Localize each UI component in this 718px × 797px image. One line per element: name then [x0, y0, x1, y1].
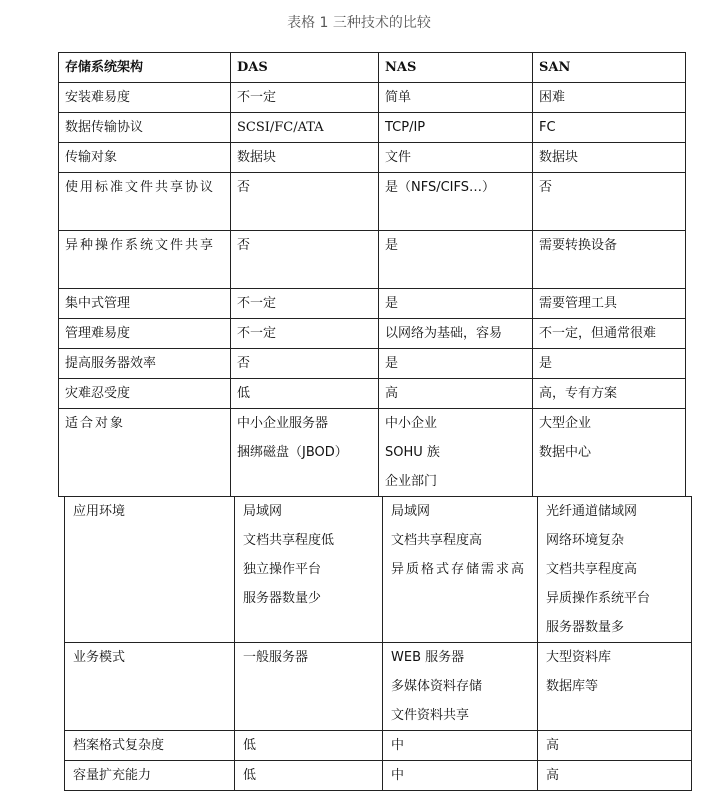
table-cell	[235, 497, 383, 643]
cell-text: 数据块	[539, 150, 579, 165]
table-cell	[533, 349, 686, 379]
table-row	[59, 173, 686, 231]
cell-text: 简单	[385, 90, 412, 105]
cell-text: 大型资料库	[546, 650, 612, 665]
row-label	[59, 143, 231, 173]
cell-text: 困难	[539, 90, 566, 105]
cell-text: 档案格式复杂度	[73, 738, 165, 753]
table-row	[59, 231, 686, 289]
table-cell	[533, 113, 686, 143]
table-cell	[379, 143, 533, 173]
table-cell	[533, 379, 686, 409]
table-cell	[383, 643, 538, 731]
cell-text: 文件	[385, 150, 412, 165]
table-cell	[379, 409, 533, 497]
cell-text: 异质操作系统平台	[546, 591, 651, 606]
cell-text: 业务模式	[73, 650, 126, 665]
cell-text: 服务器数量多	[546, 620, 625, 635]
cell-text: 需要管理工具	[539, 296, 618, 311]
table-cell	[235, 731, 383, 761]
cell-text: 灾难忍受度	[65, 386, 131, 401]
cell-text: 否	[237, 356, 251, 371]
cell-text: 集中式管理	[65, 296, 131, 311]
cell-text: SOHU 族	[385, 445, 440, 460]
table-row	[59, 349, 686, 379]
table-cell	[231, 83, 379, 113]
cell-text: 独立操作平台	[243, 562, 322, 577]
cell-text: 高	[546, 738, 560, 753]
table-row	[59, 409, 686, 497]
cell-text: 低	[243, 738, 257, 753]
table-cell	[533, 173, 686, 231]
table-cell	[235, 643, 383, 731]
cell-text: 文件资料共享	[391, 708, 470, 723]
table-cell	[383, 497, 538, 643]
cell-text: 中小企业服务器	[237, 416, 329, 431]
table-cell	[231, 113, 379, 143]
cell-text: 光纤通道储域网	[546, 504, 638, 519]
table-row	[59, 379, 686, 409]
table-cell	[533, 83, 686, 113]
table-cell	[383, 761, 538, 791]
row-label	[65, 643, 235, 731]
table-cell	[231, 173, 379, 231]
row-label	[59, 379, 231, 409]
cell-text: 局域网	[243, 504, 283, 519]
cell-text: 是	[539, 356, 553, 371]
cell-text: FC	[539, 120, 556, 135]
cell-text: 是	[385, 296, 399, 311]
table-cell	[231, 409, 379, 497]
table-row	[65, 731, 692, 761]
row-label	[59, 173, 231, 231]
table-cell	[231, 289, 379, 319]
header-cell	[59, 53, 231, 83]
table-cell	[533, 289, 686, 319]
table-cell	[235, 761, 383, 791]
cell-text: 服务器数量少	[243, 591, 322, 606]
cell-text: 适合对象	[65, 416, 126, 431]
row-label	[65, 731, 235, 761]
table-cell	[533, 409, 686, 497]
cell-text: 管理难易度	[65, 326, 131, 341]
table-cell	[379, 319, 533, 349]
cell-text: SCSI/FC/ATA	[237, 120, 324, 135]
cell-text: 中小企业	[385, 416, 438, 431]
cell-text: 捆绑磁盘（JBOD）	[237, 445, 348, 460]
table-cell	[379, 349, 533, 379]
table-cell	[533, 231, 686, 289]
cell-text: 中	[391, 738, 405, 753]
table-cell	[383, 731, 538, 761]
cell-text: 否	[539, 180, 553, 195]
cell-text: 企业部门	[385, 474, 438, 489]
table-row	[59, 83, 686, 113]
table-cell	[231, 143, 379, 173]
table-cell	[379, 231, 533, 289]
table-row	[59, 319, 686, 349]
row-label	[65, 497, 235, 643]
table-cell	[538, 761, 692, 791]
cell-text: 传输对象	[65, 150, 118, 165]
cell-text: 数据块	[237, 150, 277, 165]
cell-text: DAS	[237, 60, 268, 75]
cell-text: 文档共享程度高	[546, 562, 638, 577]
cell-text: 低	[237, 386, 251, 401]
cell-text: 否	[237, 238, 251, 253]
cell-text: 高	[385, 386, 399, 401]
cell-text: 存储系统架构	[65, 60, 144, 75]
cell-text: 多媒体资料存储	[391, 679, 483, 694]
table-cell	[538, 497, 692, 643]
row-label	[59, 409, 231, 497]
table-cell	[231, 319, 379, 349]
table-row	[59, 113, 686, 143]
header-cell	[379, 53, 533, 83]
cell-text: 文档共享程度低	[243, 533, 335, 548]
cell-text: 局域网	[391, 504, 431, 519]
header-row	[59, 53, 686, 83]
table-row	[59, 289, 686, 319]
cell-text: 以网络为基础，容易	[385, 326, 503, 341]
table-cell	[538, 643, 692, 731]
cell-text: 是（NFS/CIFS…）	[385, 180, 496, 195]
cell-text: TCP/IP	[385, 120, 426, 135]
table-row	[59, 143, 686, 173]
cell-text: 不一定	[237, 296, 277, 311]
cell-text: 不一定	[237, 90, 277, 105]
header-cell	[533, 53, 686, 83]
cell-text: 文档共享程度高	[391, 533, 483, 548]
cell-text: 是	[385, 356, 399, 371]
cell-text: WEB 服务器	[391, 650, 465, 665]
table-cell	[379, 173, 533, 231]
cell-text: 使用标准文件共享协议	[65, 180, 216, 195]
table-cell	[379, 113, 533, 143]
row-label	[59, 349, 231, 379]
table-cell	[379, 289, 533, 319]
cell-text: 低	[243, 768, 257, 783]
table-cell	[533, 143, 686, 173]
cell-text: 是	[385, 238, 399, 253]
table-cell	[533, 319, 686, 349]
cell-text: 数据库等	[546, 679, 599, 694]
table-caption: 表格 1 三种技术的比较	[287, 15, 431, 31]
cell-text: 需要转换设备	[539, 238, 618, 253]
row-label	[59, 289, 231, 319]
row-label	[65, 761, 235, 791]
row-label	[59, 319, 231, 349]
header-cell	[231, 53, 379, 83]
cell-text: 异质格式存储需求高	[391, 562, 527, 577]
table-row	[65, 643, 692, 731]
cell-text: 数据中心	[539, 445, 592, 460]
comparison-table-part-1	[58, 52, 686, 497]
row-label	[59, 113, 231, 143]
table-cell	[231, 349, 379, 379]
cell-text: 应用环境	[73, 504, 126, 519]
cell-text: SAN	[539, 60, 571, 75]
cell-text: 高，专有方案	[539, 386, 618, 401]
comparison-table-part-2	[64, 496, 692, 791]
cell-text: NAS	[385, 60, 417, 75]
cell-text: 否	[237, 180, 251, 195]
cell-text: 不一定，但通常很难	[539, 326, 657, 341]
cell-text: 容量扩充能力	[73, 768, 152, 783]
table-row	[65, 761, 692, 791]
cell-text: 数据传输协议	[65, 120, 144, 135]
cell-text: 中	[391, 768, 405, 783]
table-cell	[231, 379, 379, 409]
cell-text: 提高服务器效率	[65, 356, 157, 371]
cell-text: 高	[546, 768, 560, 783]
cell-text: 一般服务器	[243, 650, 309, 665]
cell-text: 大型企业	[539, 416, 592, 431]
table-cell	[379, 83, 533, 113]
table-cell	[231, 231, 379, 289]
cell-text: 安装难易度	[65, 90, 131, 105]
row-label	[59, 231, 231, 289]
table-cell	[379, 379, 533, 409]
cell-text: 不一定	[237, 326, 277, 341]
cell-text: 网络环境复杂	[546, 533, 625, 548]
table-cell	[538, 731, 692, 761]
table-row	[65, 497, 692, 643]
cell-text: 异种操作系统文件共享	[65, 238, 216, 253]
row-label	[59, 83, 231, 113]
